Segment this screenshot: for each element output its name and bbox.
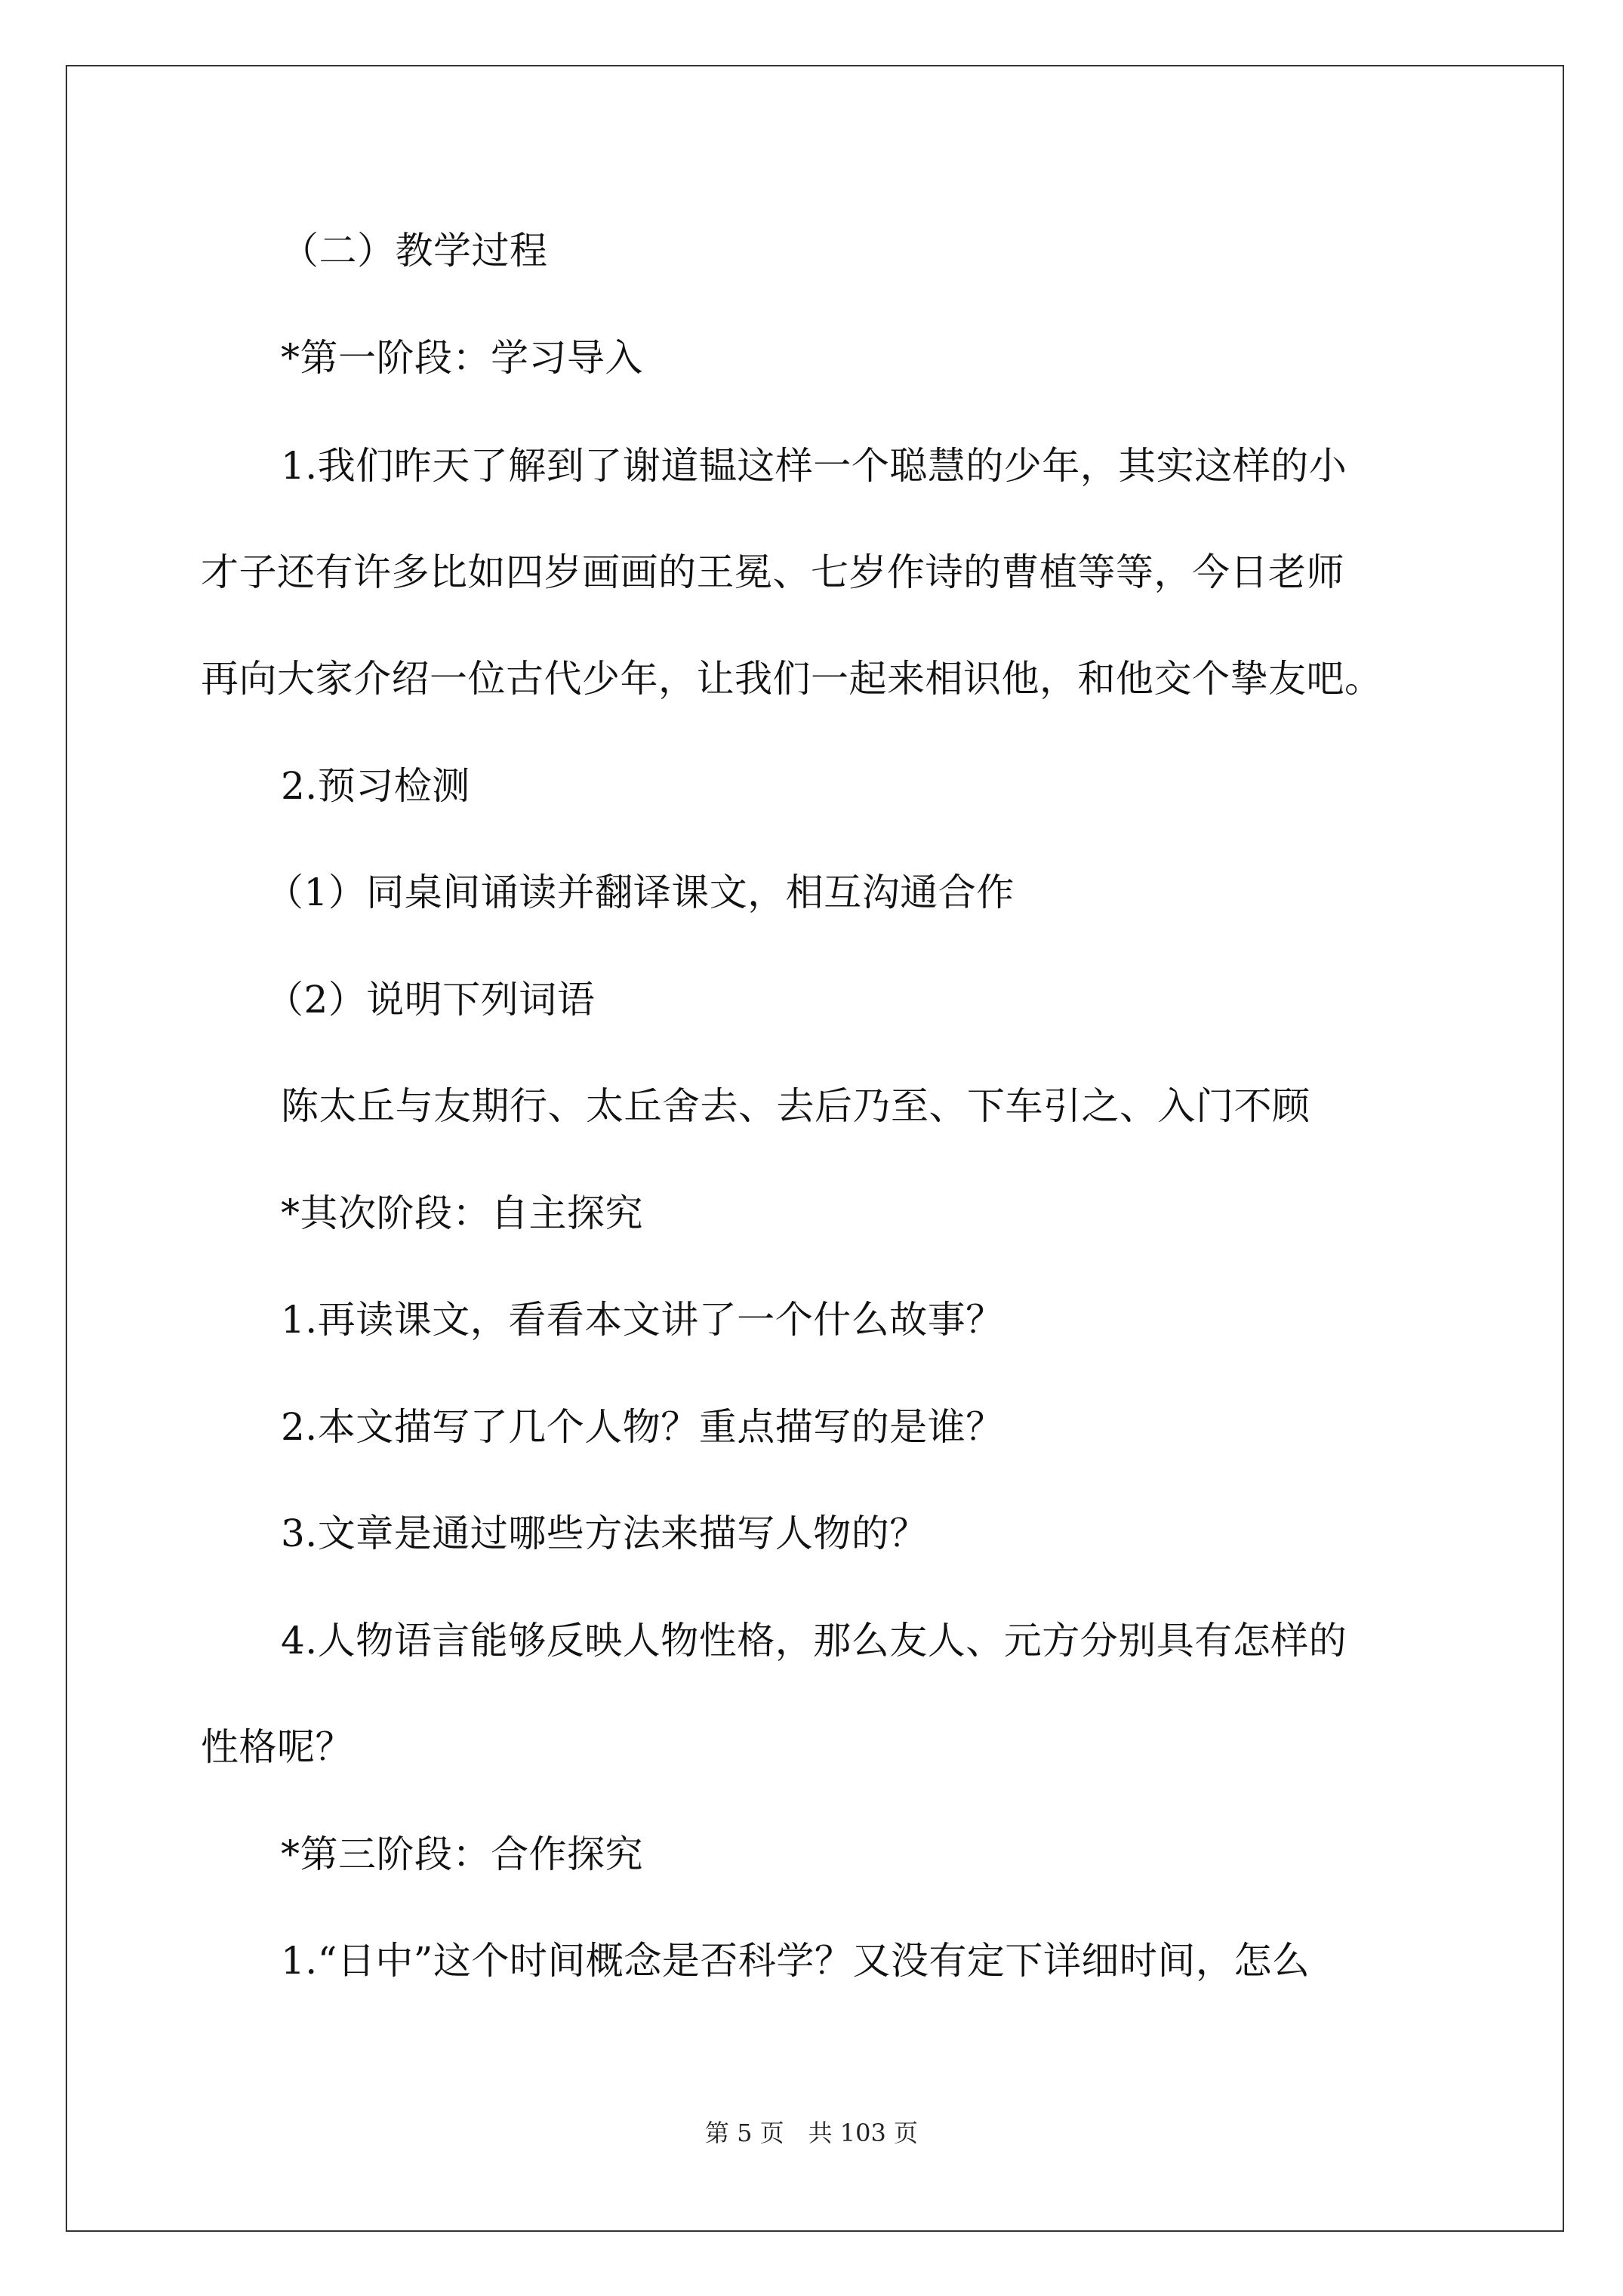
page-border — [66, 65, 1564, 2232]
question-line: 1.再读课文，看看本文讲了一个什么故事？ — [281, 1298, 1004, 1342]
paragraph-line: 才子还有许多比如四岁画画的王冕、七岁作诗的曹植等等，今日老师 — [201, 550, 1344, 594]
paragraph-line: 1.我们昨天了解到了谢道韫这样一个聪慧的少年，其实这样的小 — [281, 444, 1347, 488]
question-line: 4.人物语言能够反映人物性格，那么友人、元方分别具有怎样的 — [281, 1619, 1347, 1663]
stage-heading-1: *第一阶段：学习导入 — [281, 336, 643, 380]
question-line: 1.“日中”这个时间概念是否科学？又没有定下详细时间，怎么 — [281, 1939, 1310, 1983]
stage-heading-2: *其次阶段：自主探究 — [281, 1191, 643, 1235]
list-item: （1）同桌间诵读并翻译课文，相互沟通合作 — [266, 871, 1015, 914]
item-heading-preview-check: 2.预习检测 — [281, 764, 470, 808]
stage-heading-3: *第三阶段：合作探究 — [281, 1832, 643, 1876]
question-line: 3.文章是通过哪些方法来描写人物的？ — [281, 1512, 928, 1555]
question-line: 性格呢？ — [201, 1725, 353, 1769]
word-list: 陈太丘与友期行、太丘舍去、去后乃至、下车引之、入门不顾 — [281, 1084, 1310, 1128]
page-number-footer: 第 5 页 共 103 页 — [704, 2119, 919, 2147]
paragraph-line: 再向大家介绍一位古代少年，让我们一起来相识他，和他交个挚友吧。 — [201, 657, 1383, 701]
list-item: （2）说明下列词语 — [266, 978, 596, 1022]
question-line: 2.本文描写了几个人物？重点描写的是谁？ — [281, 1405, 1004, 1449]
section-heading-teaching-process: （二）教学过程 — [281, 229, 548, 273]
